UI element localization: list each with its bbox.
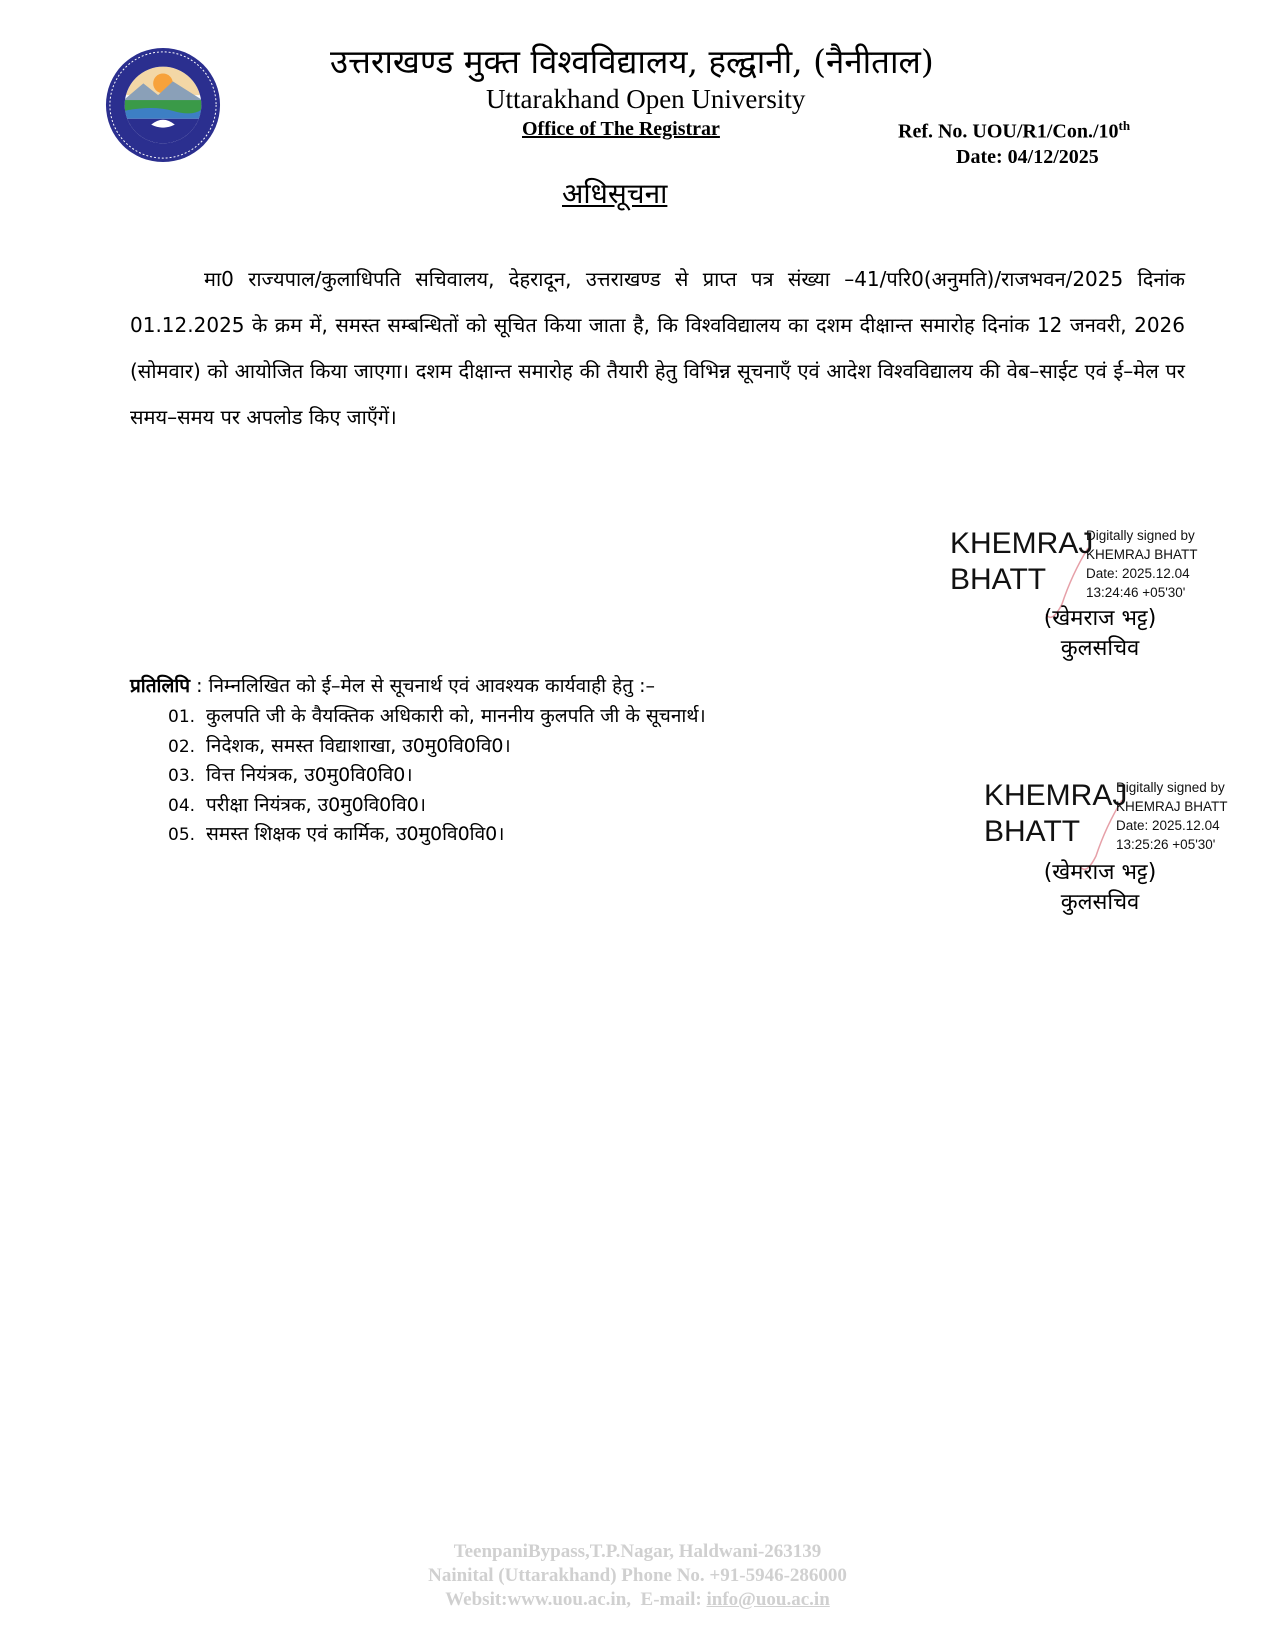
footer-email-link[interactable]: info@uou.ac.in: [706, 1589, 830, 1610]
list-item: [168, 820, 706, 850]
footer-website: Websit:www.uou.ac.in, E-mail:: [445, 1589, 707, 1610]
reference-number-suffix: th: [1118, 118, 1131, 133]
list-item: [168, 732, 706, 762]
copy-to-list: [168, 702, 706, 850]
list-item-number: 04.: [168, 795, 196, 816]
notice-heading: अधिसूचना: [562, 177, 668, 210]
copy-to-heading: [130, 672, 655, 698]
notice-body: मा0 राज्यपाल/कुलाधिपति सचिवालय, देहरादून, उत्तराखण्ड से प्राप्त पत्र संख्या –41/परि0(अनुमति)/राजभवन/2025 दिनांक 01.12.2025 के क्रम में, समस्त सम्बन्धितों को सूचित किया जाता है, कि विश्वविद्यालय का दशम दीक्षान्त समारोह दिनांक 12 जनवरी, 2026 (सोमवार) को आयोजित किया जाएगा। दशम दीक्षान्त समारोह की तैयारी हेतु विभिन्न सूचनाएँ एवं आदेश विश्वविद्यालय की वेब–साईट एवं ई–मेल पर समय–समय पर अपलोड किए जाएँगें।: [130, 267, 1185, 429]
list-item-text: समस्त शिक्षक एवं कार्मिक, उ0मु0वि0वि0।: [206, 823, 505, 845]
footer-address: [300, 1540, 975, 1612]
list-item-text: निदेशक, समस्त विद्याशाखा, उ0मु0वि0वि0।: [206, 734, 511, 757]
signer-name-line2: BHATT: [950, 563, 1047, 596]
footer-address-line1: TeenpaniBypass,T.P.Nagar, Haldwani-263139: [453, 1541, 822, 1562]
signature-time: 13:24:46 +05'30': [1086, 585, 1186, 600]
reference-number: [898, 118, 1130, 144]
signature-date: Date: 2025.12.04: [1116, 818, 1220, 833]
copy-to-label: प्रतिलिपि: [130, 675, 191, 697]
registrar-name-1: (खेमराज भट्ट): [1043, 606, 1157, 631]
issue-date: Date: 04/12/2025: [956, 146, 1099, 168]
signer-name-line1: KHEMRAJ: [950, 527, 1094, 560]
university-name-english: Uttarakhand Open University: [486, 84, 806, 114]
list-item: [168, 791, 706, 821]
list-item-text: वित्त नियंत्रक, उ0मु0वि0वि0।: [206, 764, 413, 786]
registrar-designation-1: कुलसचिव: [1060, 636, 1140, 661]
signed-by-label: Digitally signed by: [1086, 528, 1195, 543]
list-item-number: 02.: [168, 736, 196, 757]
registrar-name-2: (खेमराज भट्ट): [1043, 860, 1157, 885]
footer-contact-line: [300, 1588, 975, 1612]
list-item-number: 03.: [168, 766, 196, 786]
university-seal-logo: [104, 46, 222, 164]
signer-name-line1: KHEMRAJ: [984, 779, 1128, 812]
university-name-hindi: उत्तराखण्ड मुक्त विश्वविद्यालय, हल्द्वानी, (नैनीताल): [330, 42, 934, 81]
list-item: [168, 702, 706, 732]
list-item-number: 05.: [168, 825, 196, 845]
signer-name-line2: BHATT: [984, 815, 1081, 848]
list-item-number: 01.: [168, 707, 196, 727]
list-item-text: परीक्षा नियंत्रक, उ0मु0वि0वि0।: [206, 793, 427, 816]
signed-by-name: KHEMRAJ BHATT: [1086, 547, 1198, 562]
signed-by-label: Digitally signed by: [1116, 780, 1225, 795]
signed-by-name: KHEMRAJ BHATT: [1116, 799, 1228, 814]
signature-time: 13:25:26 +05'30': [1116, 837, 1216, 852]
registrar-designation-2: कुलसचिव: [1060, 890, 1140, 915]
signature-date: Date: 2025.12.04: [1086, 566, 1190, 581]
list-item: [168, 761, 706, 791]
office-title: Office of The Registrar: [522, 118, 720, 140]
copy-to-intro: : निम्नलिखित को ई–मेल से सूचनार्थ एवं आवश्यक कार्यवाही हेतु :–: [190, 675, 655, 697]
reference-number-text: Ref. No. UOU/R1/Con./10: [898, 120, 1119, 143]
list-item-text: कुलपति जी के वैयक्तिक अधिकारी को, माननीय कुलपति जी के सूचनार्थ।: [206, 705, 706, 727]
footer-address-line2: Nainital (Uttarakhand) Phone No. +91-5946-286000: [428, 1565, 847, 1586]
